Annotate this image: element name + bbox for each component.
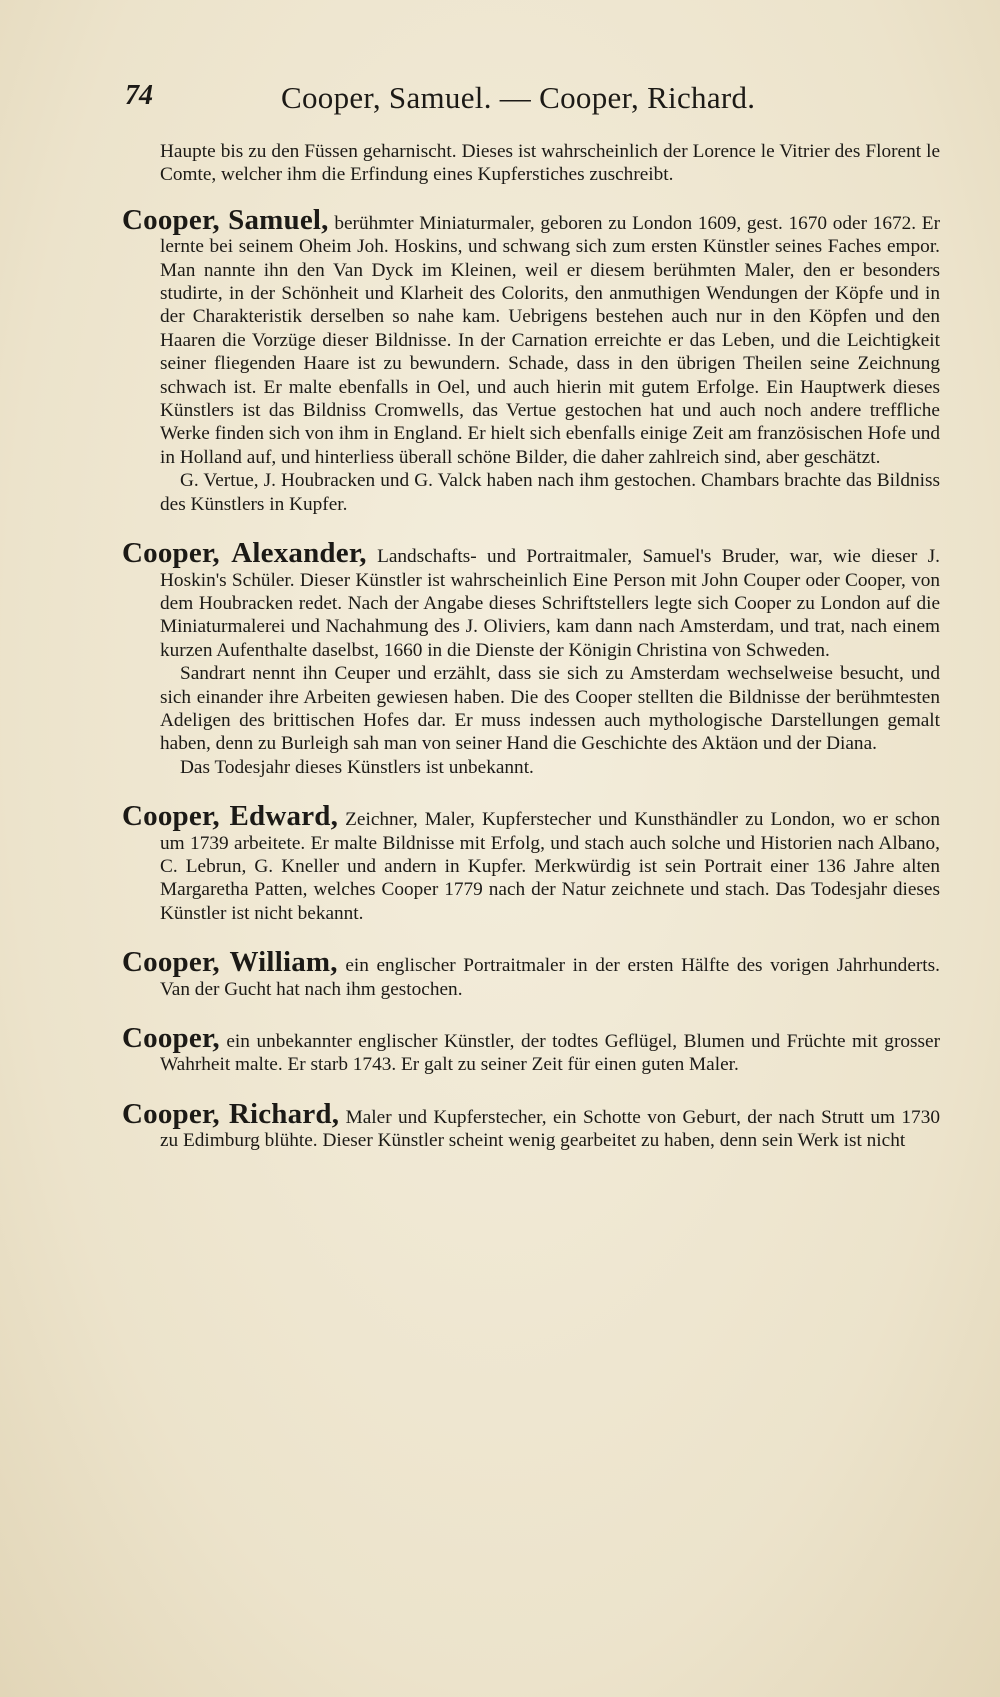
headword: Cooper, Alexander, xyxy=(122,537,367,570)
running-title: Cooper, Samuel. — Cooper, Richard. xyxy=(281,80,756,115)
entry-text: Landschafts- und Portraitmaler, Samuel's Bruder, war, wie dieser J. Hoskin's Schüler. Dieser Künstler ist wahrscheinlich Eine Person mit John Couper oder Cooper, von dem Houbracken redet. Nach der Angabe dieses Schriftstellers legte sich Cooper zu London auf die Miniaturmalerei und Nachahmung des J. Oliviers, kam dann nach Amsterdam, und trat, nach einem kurzen Aufenthalte daselbst, 1660 in die Dienste der Königin Christina von Schweden. xyxy=(160,546,940,661)
headword: Cooper, Edward, xyxy=(122,800,339,833)
entry-cooper-william xyxy=(122,946,940,1001)
entry-text: Maler und Kupferstecher, ein Schotte von Geburt, der nach Strutt um 1730 zu Edimburg blühte. Dieser Künstler scheint wenig gearbeitet zu haben, denn sein Werk ist nicht xyxy=(160,1106,940,1152)
entry-paragraph xyxy=(122,203,941,469)
body-text xyxy=(122,140,940,1153)
entry-paragraph xyxy=(122,1022,940,1077)
entry-paragraph: Das Todesjahr dieses Künstlers ist unbekannt. xyxy=(180,756,534,778)
running-head xyxy=(125,80,935,120)
entry-text: ein unbekannter englischer Künstler, der todtes Geflügel, Blumen und Früchte mit grosser Wahrheit malte. Er starb 1743. Er galt zu seiner Zeit für einen guten Maler. xyxy=(160,1031,940,1076)
entry-paragraph xyxy=(122,1097,940,1153)
entry-paragraph: G. Vertue, J. Houbracken und G. Valck haben nach ihm gestochen. Chambars brachte das Bildniss des Künstlers in Kupfer. xyxy=(160,470,940,515)
headword: Cooper, xyxy=(122,1022,220,1054)
page-number: 74 xyxy=(125,80,153,111)
continuation-paragraph: Haupte bis zu den Füssen geharnischt. Dieses ist wahrscheinlich der Lorence le Vitrier des Florent le Comte, welcher ihm die Erfindung eines Kupferstiches zuschreibt. xyxy=(160,141,940,186)
entry-cooper-samuel xyxy=(122,203,941,516)
entry-text: ein englischer Portraitmaler in der ersten Hälfte des vorigen Jahrhunderts. Van der Gucht hat nach ihm gestochen. xyxy=(160,955,940,1000)
headword: Cooper, Samuel, xyxy=(122,203,329,236)
entry-paragraph xyxy=(122,537,940,662)
headword: Cooper, Richard, xyxy=(122,1097,340,1130)
entry-cooper-unknown xyxy=(122,1022,940,1077)
entry-text: Zeichner, Maler, Kupferstecher und Kunsthändler zu London, wo er schon um 1739 arbeitete. Er malte Bildnisse mit Erfolg, und stach auch solche und Historien nach Albano, C. Lebrun, G. Kneller und andern in Kupfer. Merkwürdig ist sein Portrait einer 136 Jahre alten Margaretha Patten, welches Cooper 1779 nach der Natur zeichnete und stach. Das Todesjahr dieses Künstler ist nicht bekannt. xyxy=(160,809,940,924)
entry-cooper-richard xyxy=(122,1097,940,1153)
continuation-entry xyxy=(122,140,940,187)
entry-paragraph xyxy=(122,946,940,1001)
entry-paragraph xyxy=(122,800,940,925)
entry-paragraph: Sandrart nennt ihn Ceuper und erzählt, dass sie sich zu Amsterdam wechselweise besucht, und sich einander ihre Arbeiten gewiesen haben. Die des Cooper stellten die Bildnisse der berühmtesten Adeligen des brittischen Hofes dar. Er muss indessen auch mythologische Darstellungen gemalt haben, denn zu Burleigh sah man von seiner Hand die Geschichte des Aktäon und der Diana. xyxy=(160,663,940,755)
entry-cooper-edward xyxy=(122,800,940,925)
entry-cooper-alexander xyxy=(122,537,940,779)
entry-text: berühmter Miniaturmaler, geboren zu London 1609, gest. 1670 oder 1672. Er lernte bei seinem Oheim Joh. Hoskins, und schwang sich zum ersten Künstler seines Faches empor. Man nannte ihn den Van Dyck im Kleinen, weil er diesem berühmten Maler, den er besonders studirte, in der Schönheit und Klarheit des Colorits, den anmuthigen Wendungen der Köpfe und in der Charakteristik derselben so nahe kam. Uebrigens bestehen auch nur in den Köpfen und den Haaren die Vorzüge dieser Bildnisse. In der Carnation erreichte er das Leben, und die Leichtigkeit seiner fliegenden Haare ist zu bewundern. Schade, dass in den übrigen Theilen seine Zeichnung schwach ist. Er malte ebenfalls in Oel, und auch hierin mit gutem Erfolge. Ein Hauptwerk dieses Künstlers ist das Bildniss Cromwells, das Vertue gestochen hat und auch noch andere treffliche Werke finden sich von ihm in England. Er hielt sich ebenfalls einige Zeit am französischen Hofe und in Holland auf, und hinterliess überall schöne Bilder, die daher zahlreich sind, aber geschätzt. xyxy=(160,212,941,468)
headword: Cooper, William, xyxy=(122,946,338,979)
